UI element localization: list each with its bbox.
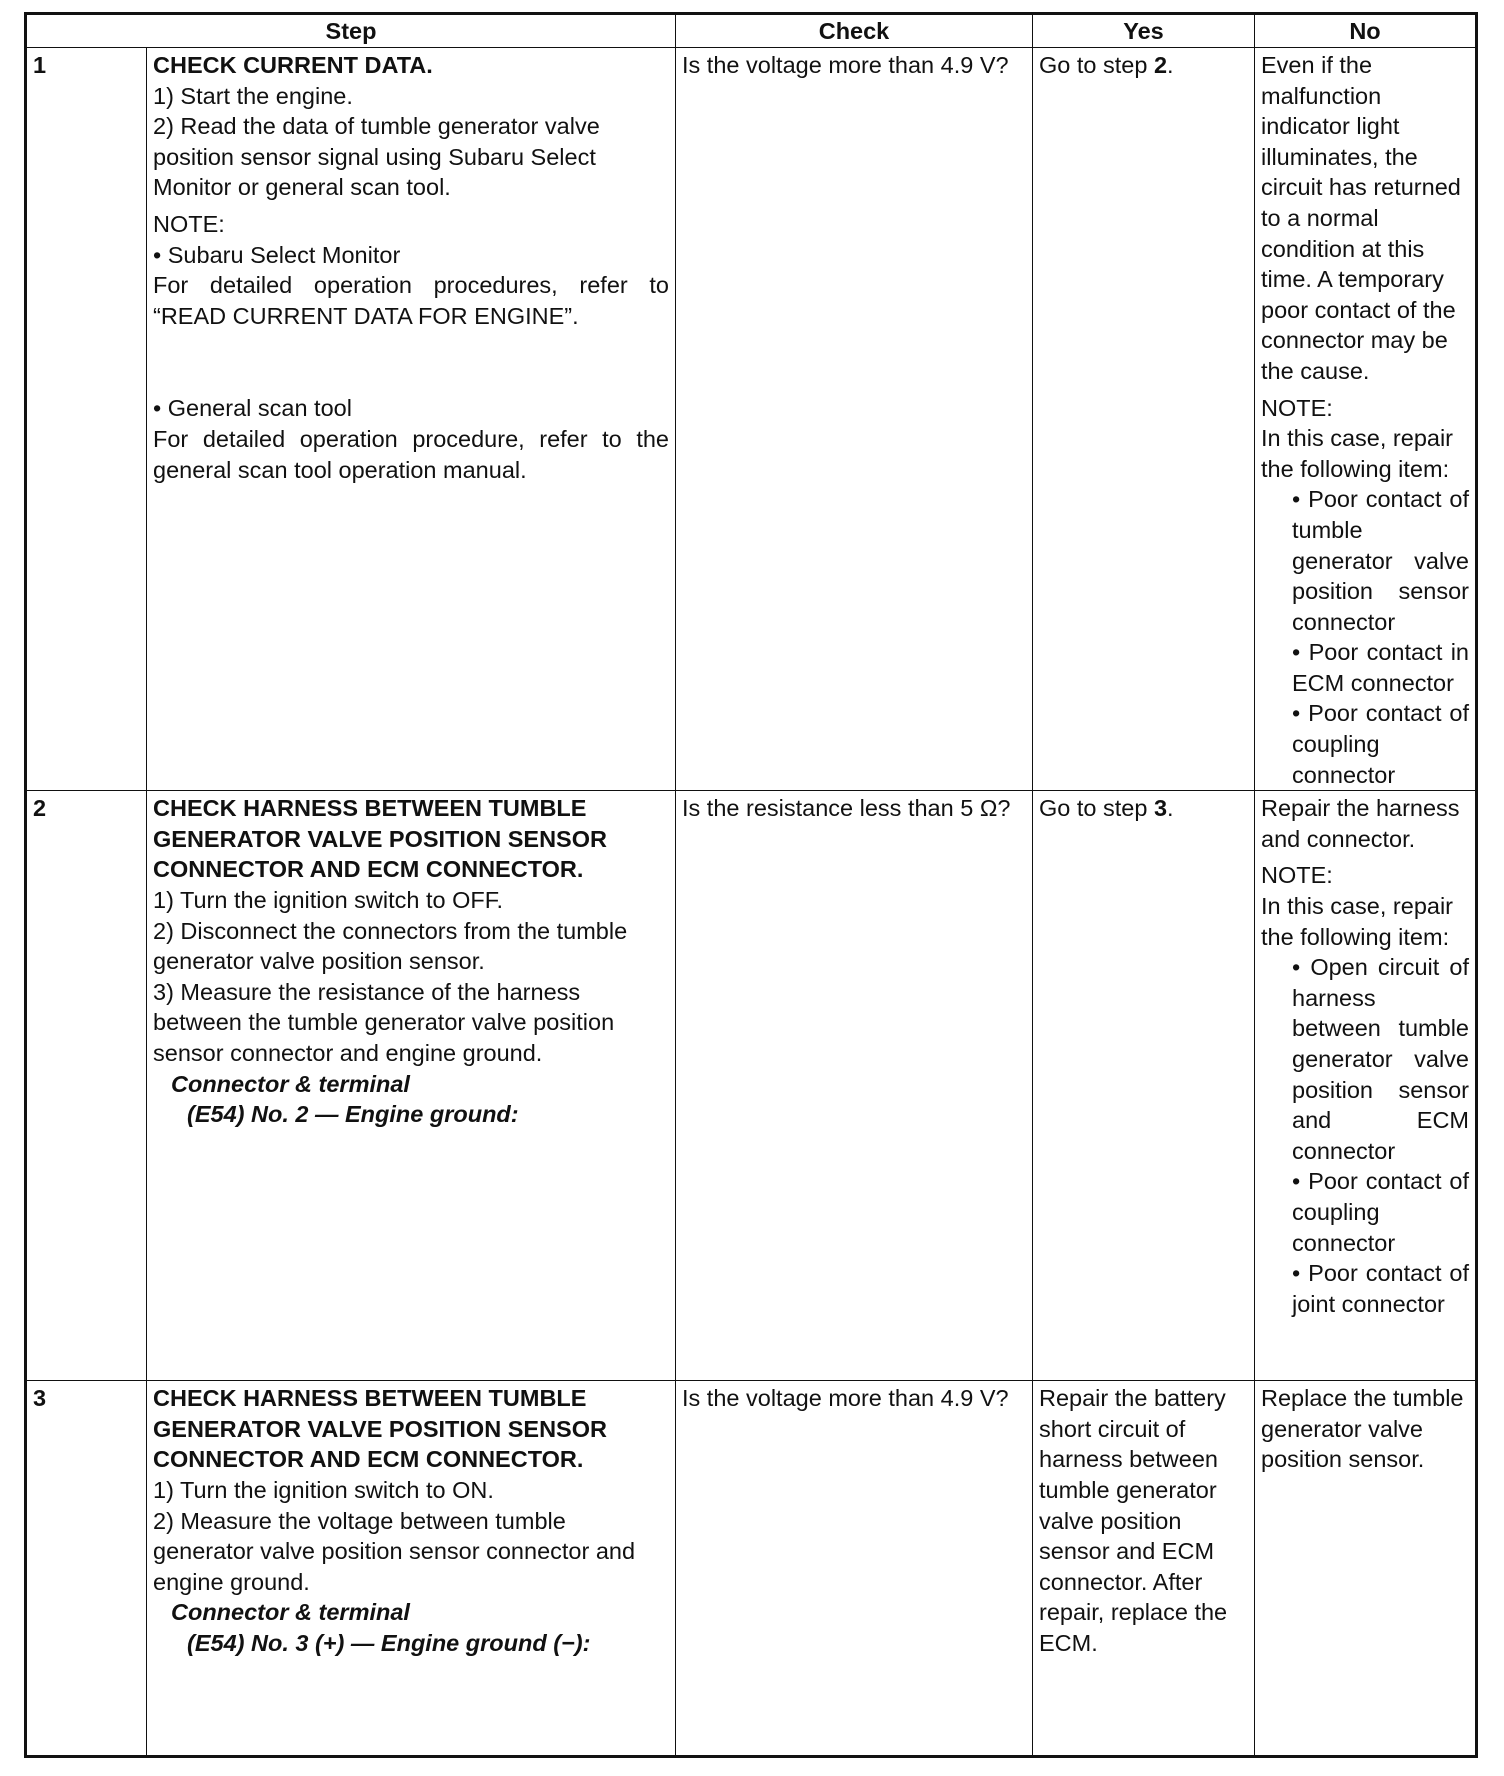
step-number: 1: [26, 48, 147, 791]
note-bullet: • Subaru Select Monitor: [153, 241, 401, 268]
no-item: • Poor contact of joint connector: [1292, 1260, 1469, 1317]
diagnostic-table: [24, 12, 1478, 1758]
step-title: CHECK HARNESS BETWEEN TUMBLE GENERATOR VALVE POSITION SENSOR CONNECTOR AND ECM CONNECTOR.: [153, 1385, 607, 1473]
connector-label: Connector & terminal: [171, 1599, 410, 1626]
step-cell: [147, 48, 676, 791]
no-cell: [1255, 48, 1477, 791]
yes-step-number: 3: [1153, 795, 1168, 822]
no-text: Even if the malfunction indicator light illuminates, the circuit has returned to a normal condition at this time. A temporary poor contact of the connector may be the cause.: [1261, 52, 1461, 384]
step-number: 3: [26, 1381, 147, 1757]
yes-suffix: .: [1167, 795, 1174, 822]
step-title: CHECK HARNESS BETWEEN TUMBLE GENERATOR VALVE POSITION SENSOR CONNECTOR AND ECM CONNECTOR.: [153, 795, 607, 883]
connector-value: (E54) No. 2 — Engine ground:: [187, 1101, 519, 1128]
no-intro: In this case, repair the following item:: [1261, 893, 1454, 950]
step-cell: [147, 1381, 676, 1757]
yes-cell: [1033, 791, 1255, 1381]
table-row-step-3: [26, 1381, 1477, 1757]
yes-prefix: Go to step: [1039, 52, 1154, 78]
header-no: No: [1255, 14, 1477, 48]
yes-suffix: .: [1167, 52, 1174, 78]
no-item: • Poor contact of coupling connector: [1292, 700, 1469, 788]
step-title: CHECK CURRENT DATA.: [153, 52, 433, 78]
note-bullet: • General scan tool: [153, 395, 352, 422]
step-line: 1) Turn the ignition switch to OFF.: [153, 887, 504, 914]
note-text: For detailed operation procedures, refer to “READ CURRENT DATA FOR ENGINE”.: [153, 272, 669, 329]
note-text: For detailed operation procedure, refer to the general scan tool operation manual.: [153, 425, 669, 483]
yes-step-number: 2: [1153, 52, 1168, 78]
header-step: Step: [26, 14, 676, 48]
check-cell: Is the resistance less than 5 Ω?: [676, 791, 1033, 1381]
no-cell: [1255, 791, 1477, 1381]
no-text: Repair the harness and connector.: [1261, 795, 1460, 852]
header-row: [26, 14, 1477, 48]
note-label: NOTE:: [153, 210, 225, 237]
step-line: 1) Turn the ignition switch to ON.: [153, 1477, 494, 1504]
step-line: 3) Measure the resistance of the harness between the tumble generator valve position sensor connector and engine ground.: [153, 978, 615, 1066]
no-intro: In this case, repair the following item:: [1261, 425, 1454, 482]
no-item: • Open circuit of harness between tumble generator valve position sensor and ECM connector: [1292, 954, 1469, 1164]
no-note-label: NOTE:: [1261, 862, 1333, 889]
no-item: • Poor contact of coupling connector: [1292, 1168, 1469, 1256]
yes-prefix: Go to step: [1039, 795, 1154, 822]
step-line: 2) Measure the voltage between tumble generator valve position sensor connector and engine ground.: [153, 1507, 636, 1595]
no-item: • Poor contact in ECM connector: [1292, 639, 1469, 696]
step-line: 2) Read the data of tumble generator valve position sensor signal using Subaru Select Monitor or general scan tool.: [153, 113, 600, 201]
header-check: Check: [676, 14, 1033, 48]
step-cell: [147, 791, 676, 1381]
connector-value: (E54) No. 3 (+) — Engine ground (−):: [187, 1630, 591, 1656]
no-cell: Replace the tumble generator valve position sensor.: [1255, 1381, 1477, 1757]
table-row-step-2: [26, 791, 1477, 1381]
connector-label: Connector & terminal: [171, 1070, 410, 1097]
check-cell: Is the voltage more than 4.9 V?: [676, 1381, 1033, 1757]
step-line: 1) Start the engine.: [153, 82, 353, 109]
no-note-label: NOTE:: [1261, 394, 1333, 421]
step-line: 2) Disconnect the connectors from the tumble generator valve position sensor.: [153, 917, 628, 975]
header-yes: Yes: [1033, 14, 1255, 48]
yes-cell: Repair the battery short circuit of harness between tumble generator valve position sensor and ECM connector. After repair, replace the ECM.: [1033, 1381, 1255, 1757]
step-number: 2: [26, 791, 147, 1381]
check-cell: Is the voltage more than 4.9 V?: [676, 48, 1033, 791]
yes-cell: [1033, 48, 1255, 791]
no-item: • Poor contact of tumble generator valve position sensor connector: [1292, 486, 1469, 635]
table-row-step-1: [26, 48, 1477, 791]
